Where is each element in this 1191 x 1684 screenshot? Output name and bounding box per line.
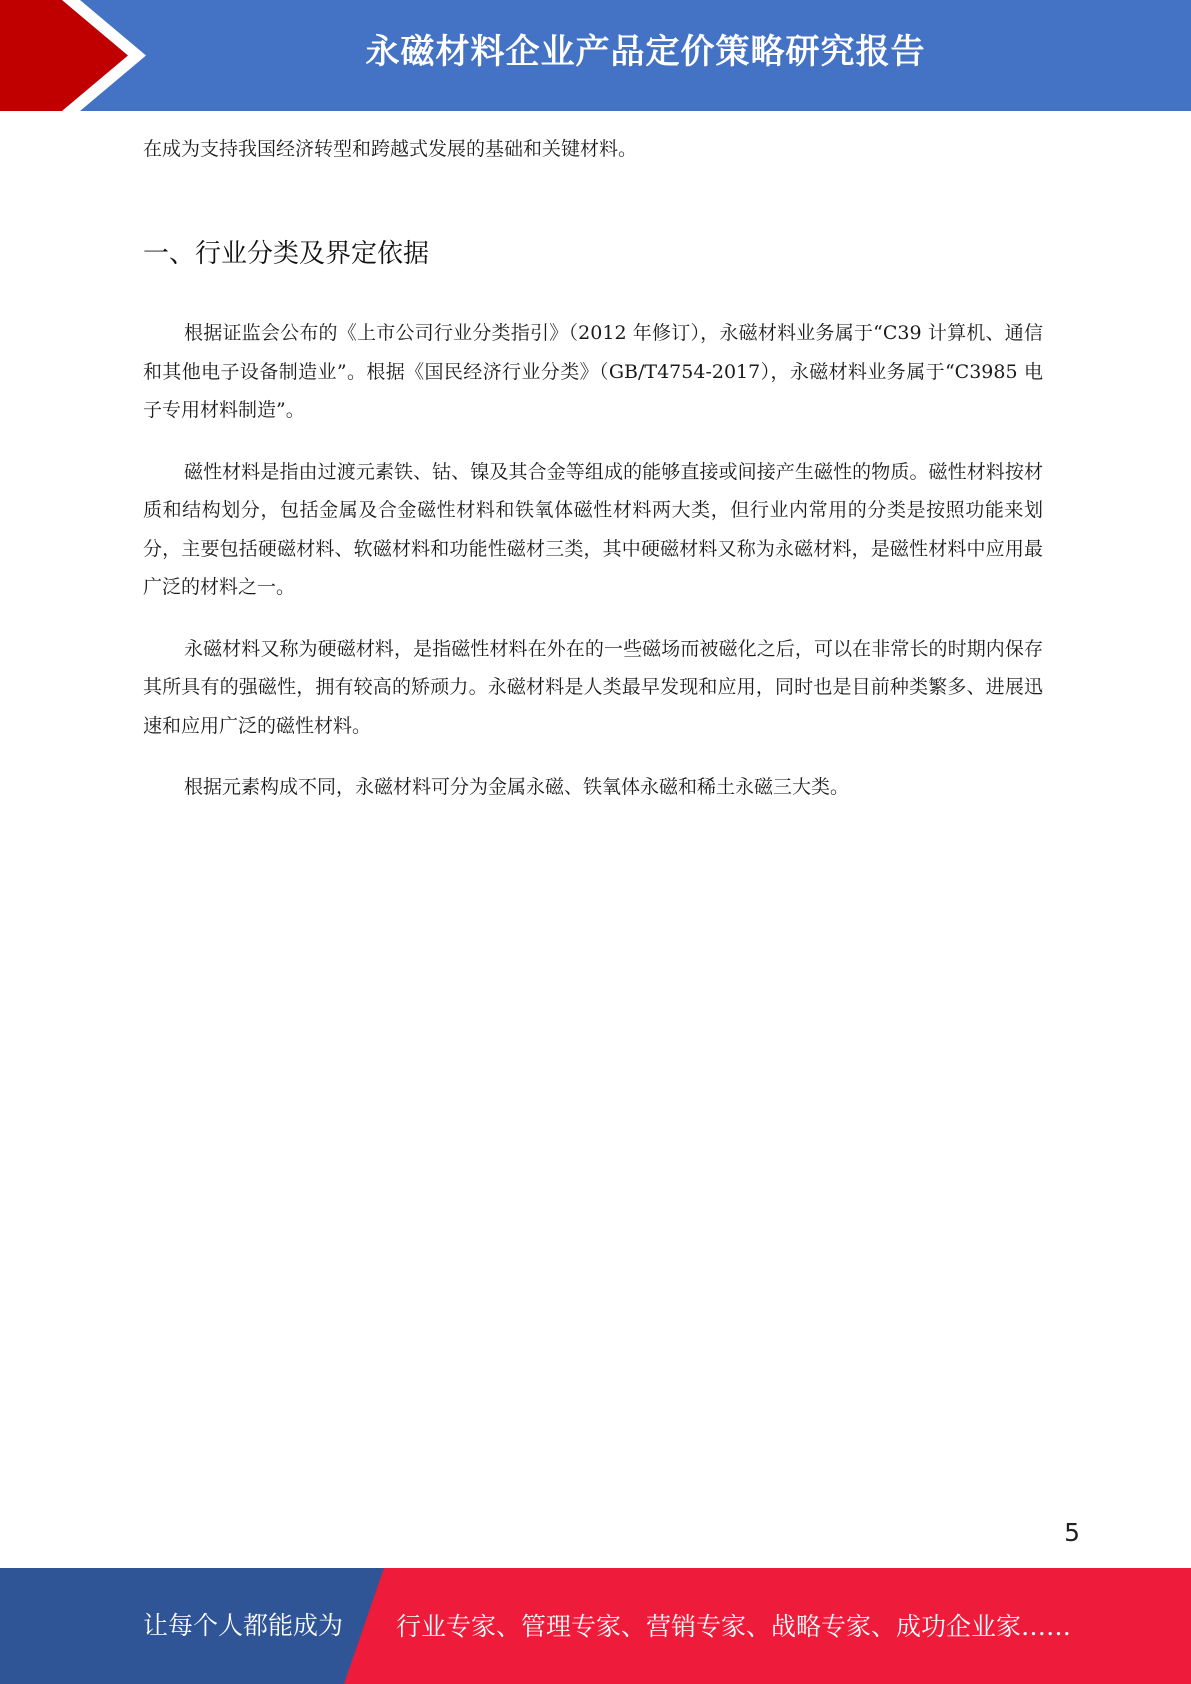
document-body — [143, 130, 1043, 807]
paragraph-classification: 根据证监会公布的《上市公司行业分类指引》（2012 年修订），永磁材料业务属于“C39 计算机、通信和其他电子设备制造业”。根据《国民经济行业分类》（GB/T4754-2017），永磁材料业务属于“C3985 电子专用材料制造”。 — [143, 322, 1043, 421]
footer-banner — [0, 1568, 1191, 1684]
paragraph-permanent-magnet: 永磁材料又称为硬磁材料，是指磁性材料在外在的一些磁场而被磁化之后，可以在非常长的时期内保存其所具有的强磁性，拥有较高的矫顽力。永磁材料是人类最早发现和应用，同时也是目前种类繁多、进展迅速和应用广泛的磁性材料。 — [143, 637, 1043, 737]
header-red-block — [0, 0, 128, 111]
section-heading: 一、行业分类及界定依据 — [143, 239, 430, 269]
header-chevron-decoration — [0, 0, 160, 111]
lead-paragraph: 在成为支持我国经济转型和跨越式发展的基础和关键材料。 — [143, 138, 638, 160]
paragraph-magnetic-materials: 磁性材料是指由过渡元素铁、钴、镍及其合金等组成的能够直接或间接产生磁性的物质。磁性材料按材质和结构划分，包括金属及合金磁性材料和铁氧体磁性材料两大类，但行业内常用的分类是按照功能来划分，主要包括硬磁材料、软磁材料和功能性磁材三类，其中硬磁材料又称为永磁材料，是磁性材料中应用最广泛的材料之一。 — [143, 460, 1043, 598]
document-title: 永磁材料企业产品定价策略研究报告 — [365, 32, 926, 72]
header-banner — [0, 0, 1191, 111]
footer-slogan-right: 行业专家、管理专家、营销专家、战略专家、成功企业家…… — [396, 1612, 1072, 1641]
page-number: 5 — [1064, 1518, 1080, 1547]
footer-slogan-left: 让每个人都能成为 — [143, 1611, 344, 1640]
paragraph-categories: 根据元素构成不同，永磁材料可分为金属永磁、铁氧体永磁和稀土永磁三大类。 — [184, 776, 850, 798]
